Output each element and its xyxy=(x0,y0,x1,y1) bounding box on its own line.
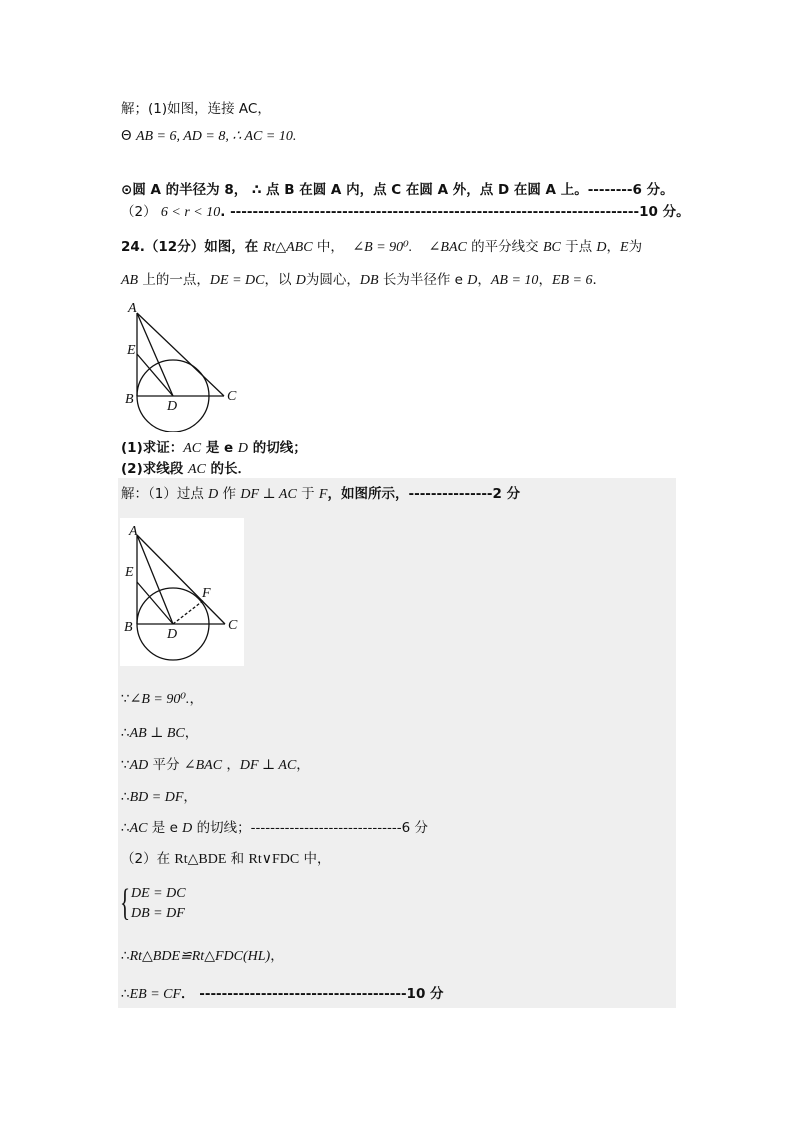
segment-ad xyxy=(137,313,173,396)
answer-line-1: 解；(1)如图，连接 AC， xyxy=(121,101,271,117)
solution-line-10: ∴EB = CF． -------------------------------------10 分 xyxy=(121,986,444,1002)
label-f: F xyxy=(202,586,211,601)
label-a: A xyxy=(129,524,138,539)
system-eq-1: DE = DC xyxy=(131,886,186,901)
solution-line-6: ∴AC 是 e D 的切线；-------------------------------6 分 xyxy=(121,820,428,836)
answer-line-4: （2） 6 < r < 10. -------------------------------------------------------------------------10 分。 xyxy=(121,204,690,220)
solution-line-7: （2）在 Rt△BDE 和 Rt∨FDC 中， xyxy=(121,851,331,867)
question-2: (2)求线段 AC 的长． xyxy=(121,461,252,477)
solution-line-3: ∴AB ⊥ BC， xyxy=(121,725,199,741)
label-a: A xyxy=(128,301,137,316)
solution-line-1: 解：（1）过点 D 作 DF ⊥ AC 于 F，如图所示，---------------2 分 xyxy=(121,486,521,502)
segment-ac xyxy=(137,313,224,396)
answer-line-3: ⊙圆 A 的半径为 8， ∴ 点 B 在圆 A 内，点 C 在圆 A 外，点 D 在圆 A 上。--------6 分。 xyxy=(121,182,674,198)
figure-1-geometry xyxy=(118,296,253,432)
system-eq-2: DB = DF xyxy=(131,906,185,921)
label-d: D xyxy=(167,399,178,414)
problem-24-line-2: AB 上的一点，DE = DC，以 D为圆心，DB 长为半径作 e D，AB = 10，EB = 6． xyxy=(121,272,606,288)
problem-24-line-1: 24.（12分）如图，在 Rt△ABC 中， ∠B = 90⁰. ∠BAC 的平分线交 BC 于点 D，E为 xyxy=(121,239,643,255)
solution-line-4: ∵AD 平分 ∠BAC ，DF ⊥ AC， xyxy=(121,757,310,773)
question-1: (1)求证：AC 是 e D 的切线； xyxy=(121,440,307,456)
figure-2-geometry xyxy=(120,518,244,666)
label-b: B xyxy=(125,392,134,407)
solution-line-9: ∴Rt△BDE≌Rt△FDC(HL)， xyxy=(121,948,284,964)
label-c: C xyxy=(228,618,238,633)
label-c: C xyxy=(227,389,237,404)
answer-line-2: Θ AB = 6, AD = 8, ∴ AC = 10. xyxy=(121,128,297,144)
label-e: E xyxy=(127,343,136,358)
label-d: D xyxy=(167,627,178,642)
label-b: B xyxy=(124,620,133,635)
label-e: E xyxy=(125,565,134,580)
solution-line-2: ∵∠B = 90⁰.， xyxy=(121,691,203,707)
system-brace: { xyxy=(120,882,131,924)
solution-line-5: ∴BD = DF， xyxy=(121,789,197,805)
